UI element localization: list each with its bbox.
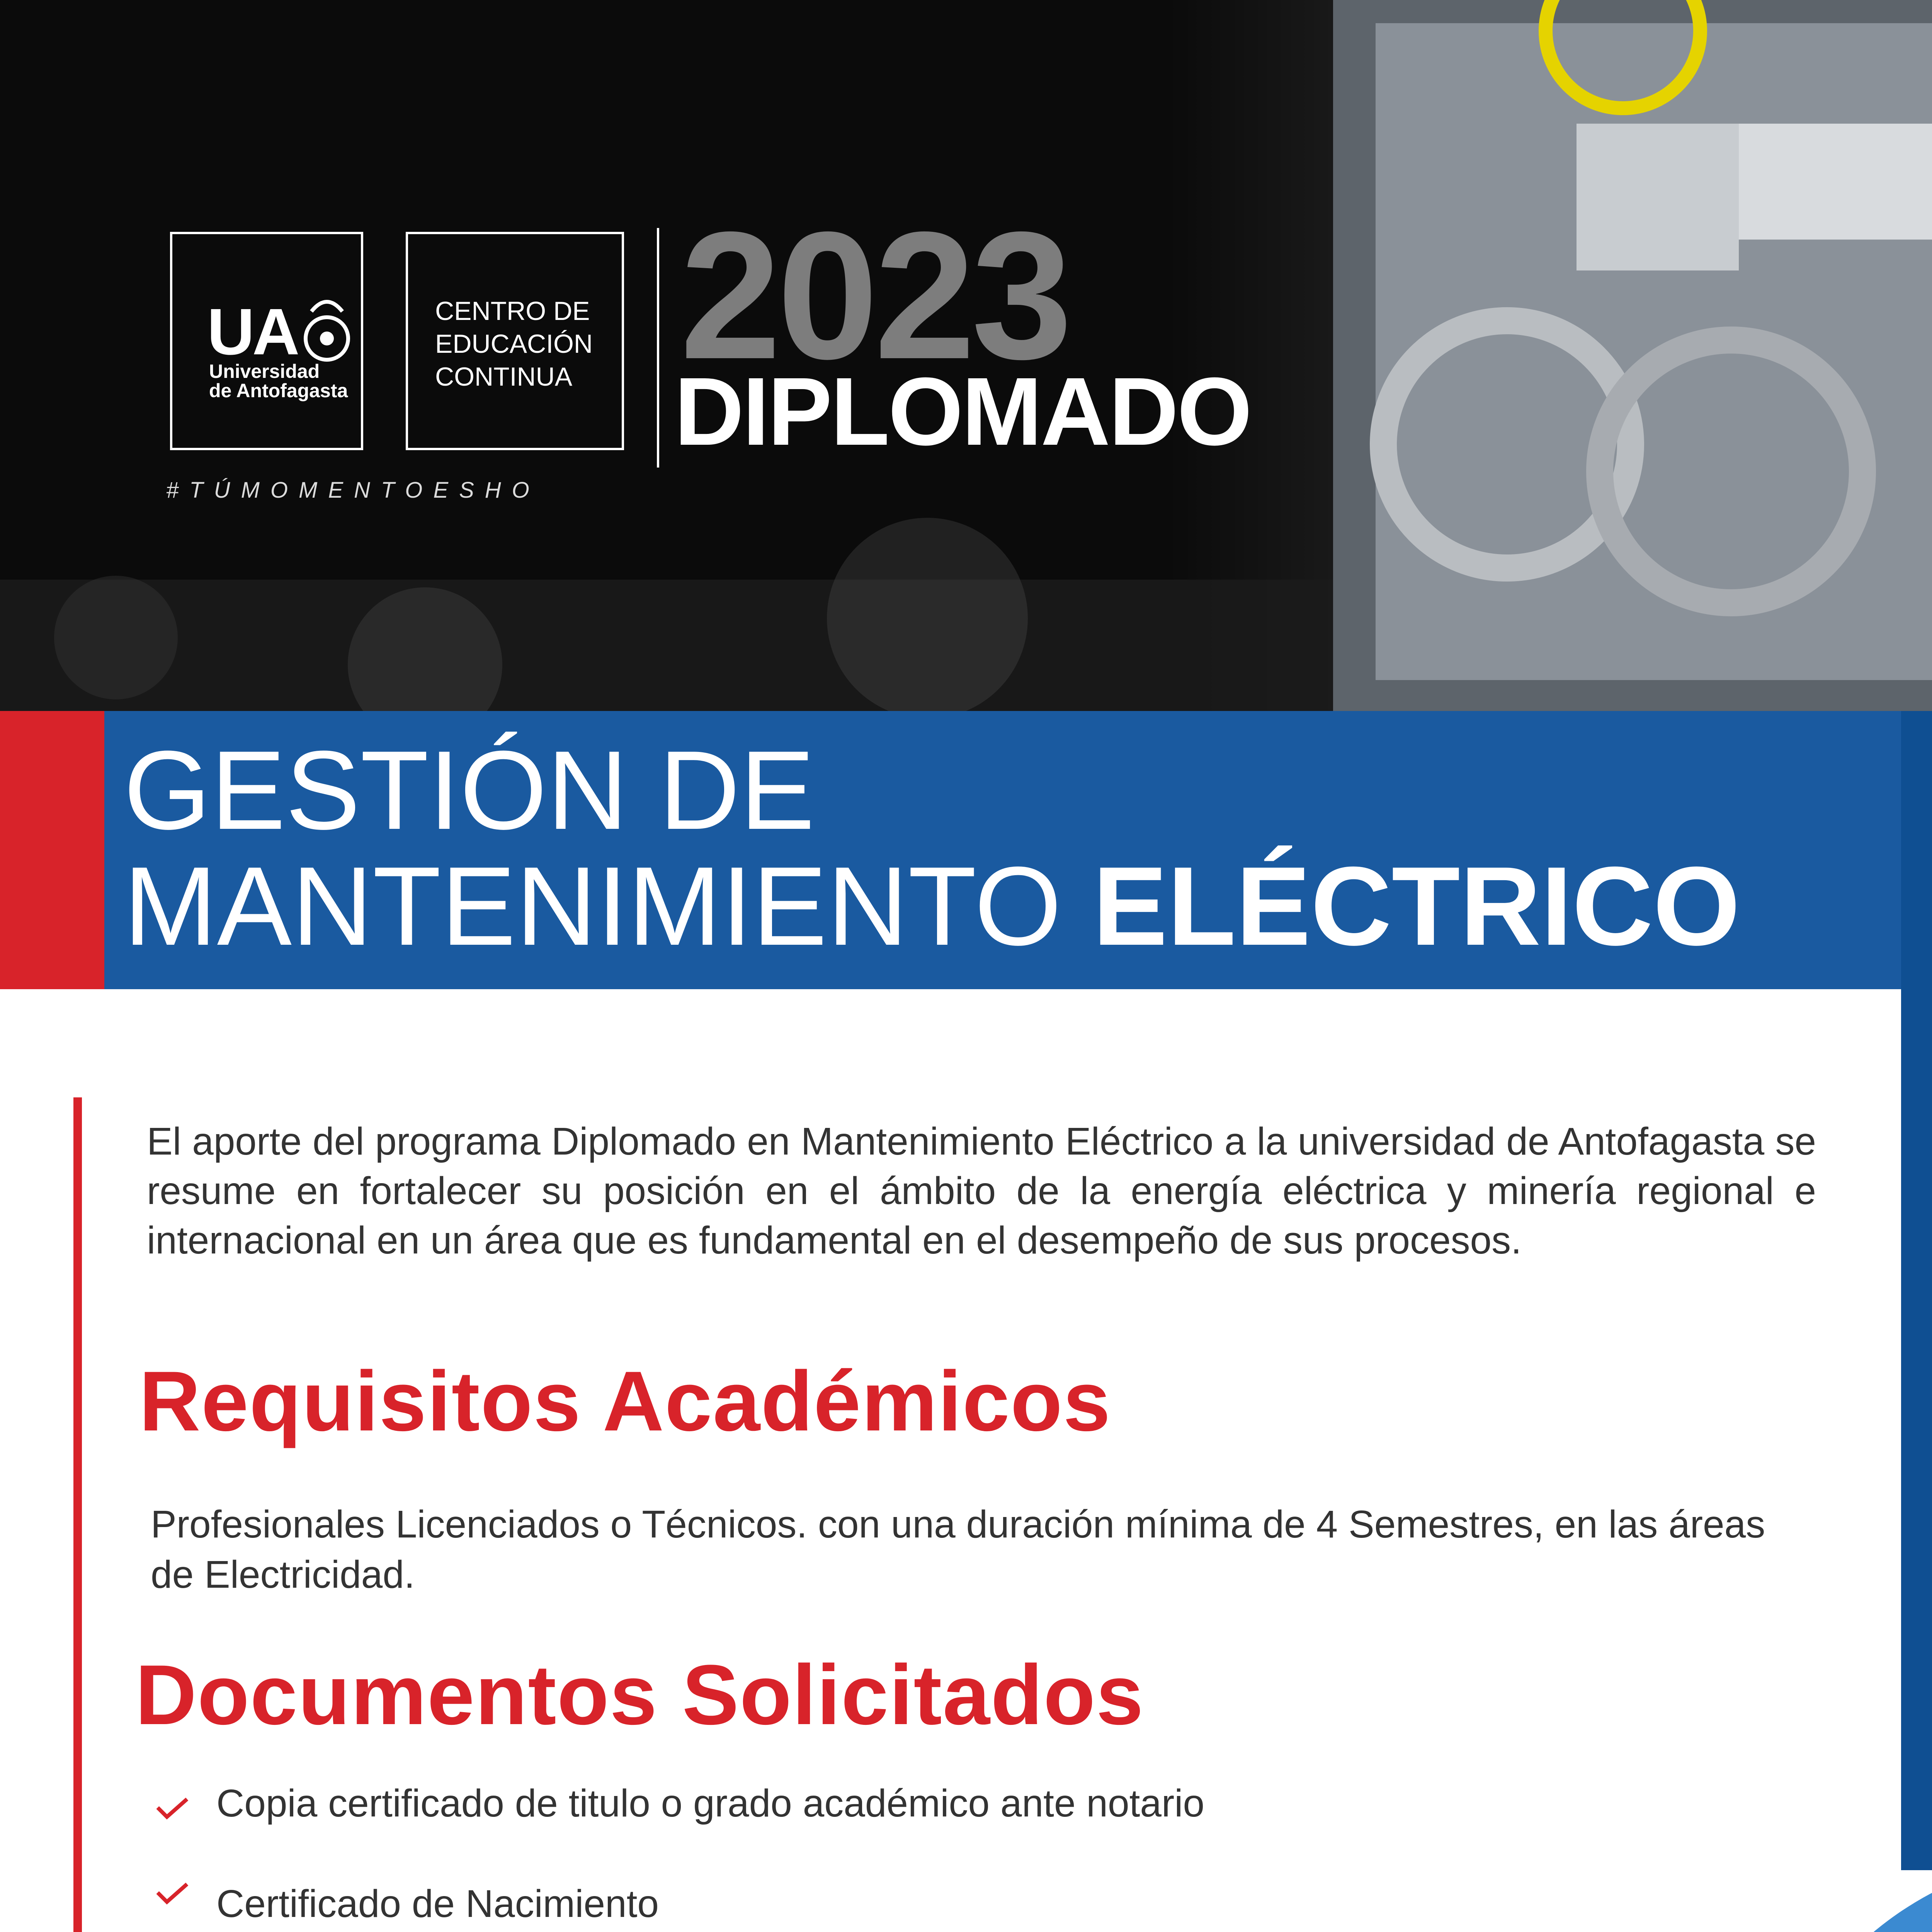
check-icon (155, 1797, 189, 1820)
document-item-1: Copia certificado de titulo o grado académico ante notario (216, 1782, 1205, 1825)
ua-logo-mark: UA (207, 295, 298, 369)
ua-logo-sub-2: de Antofagasta (209, 380, 348, 401)
ua-logo (170, 232, 363, 450)
cec-line-1: CENTRO DE (435, 296, 590, 326)
ua-crest-icon (304, 292, 350, 369)
hero-banner (0, 0, 1932, 711)
ua-logo-sub-1: Universidad (209, 361, 320, 382)
diplomado-label: DIPLOMADO (674, 357, 1251, 465)
program-title-line-2 (124, 844, 1740, 969)
study-plan-panel (1901, 711, 1932, 1870)
program-intro: El aporte del programa Diplomado en Mantenimiento Eléctrico a la universidad de Antofagasta se resume en fortalecer su posición en el ámbito de la energía eléctrica y minería regional e internacional en un área que es fundamental en el desempeño de sus procesos. (147, 1120, 1816, 1262)
brand-divider (657, 228, 659, 468)
coordinator-graphic (1654, 1816, 1932, 1932)
cec-logo (406, 232, 624, 450)
program-title-bold: ELÉCTRICO (1093, 844, 1740, 969)
requirements-heading: Requisitos Académicos (139, 1354, 1111, 1449)
cec-line-2: EDUCACIÓN (435, 329, 593, 359)
title-accent-bar (0, 711, 104, 989)
hashtag: #TÚMOMENTOESHO (166, 478, 540, 503)
check-icon (155, 1882, 189, 1905)
document-item-2: Certificado de Nacimiento (216, 1882, 659, 1925)
requirements-text: Profesionales Licenciados o Técnicos. con una duración mínima de 4 Semestres, en las áreas de Electricidad. (151, 1503, 1765, 1596)
program-title-line-1: GESTIÓN DE (124, 728, 815, 853)
content-accent-rule (73, 1097, 82, 1932)
year: 2023 (680, 194, 1069, 397)
cec-line-3: CONTINUA (435, 362, 573, 391)
documents-heading: Documentos Solicitados (135, 1647, 1145, 1742)
program-title-regular: MANTENIMIENTO (124, 844, 1093, 969)
